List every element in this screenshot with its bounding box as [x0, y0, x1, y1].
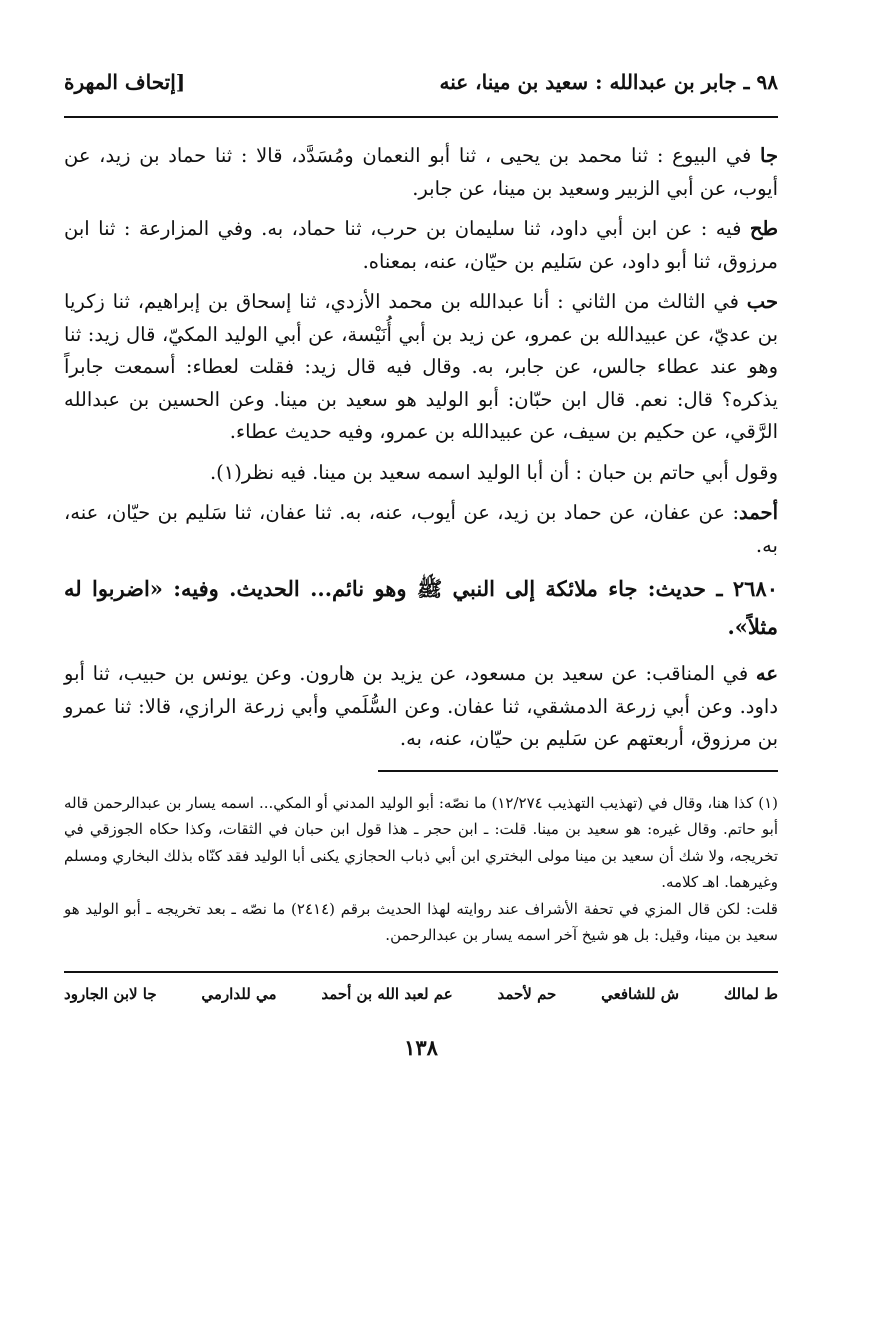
header-chapter-title: ٩٨ ـ جابر بن عبدالله : سعيد بن مينا، عنه: [439, 70, 778, 94]
paragraph-text: في المناقب: عن سعيد بن مسعود، عن يزيد بن هارون. وعن يونس بن حبيب، ثنا أبو داود. وعن أبي زرعة الدمشقي، ثنا عفان. وعن السُّلَمي وأبي زرعة الرازي، قالا: ثنا عمرو بن مرزوق، أربعتهم عن سَليم بن حيّان، عنه، به.: [64, 662, 778, 750]
paragraph-ahmad: [64, 497, 778, 562]
paragraph-text: فيه : عن ابن أبي داود، ثنا سليمان بن حرب، ثنا حماد، به. وفي المزارعة : ثنا ابن مرزوق، ثنا أبو داود، عن سَليم بن حيّان، عنه، بمعناه.: [64, 217, 778, 273]
abbreviation-legend: [64, 973, 778, 1003]
footnote-1-continuation: قلت: لكن قال المزي في تحفة الأشراف عند روايته لهذا الحديث برقم (٢٤١٤) ما نصّه ـ بعد تخريجه ـ أبو الوليد هو سعيد بن مينا، وقيل: بل هو شيخ آخر اسمه يسار بن عبدالرحمن.: [64, 899, 778, 944]
page-number: ١٣٨: [404, 1034, 438, 1060]
paragraph-text: وقول أبي حاتم بن حبان : أن أبا الوليد اسمه سعيد بن مينا. فيه نظر(١).: [209, 460, 778, 484]
legend-item: مي للدارمي: [201, 984, 277, 1003]
hadith-number: ٢٦٨٠: [732, 576, 778, 601]
hadith-entry: [64, 570, 778, 646]
legend-item: حم لأحمد: [497, 984, 557, 1003]
paragraph-abu-hatim: [64, 457, 778, 490]
footnote-1: (١) كذا هنا، وقال في (تهذيب التهذيب ١٢/٢٧٤) ما نصّه: أبو الوليد المدني أو المكي... اسمه يسار بن عبدالرحمن قاله أبو حاتم. وقال غيره: هو سعيد بن مينا. قلت: ـ ابن حجر ـ هذا قول ابن حبان في الثقات، وكذا حكاه الجوزقي في تخريجه، ولا شك أن سعيد بن مينا مولى البختري ابن أبي ذباب الحجازي يكنى أبا الوليد فقد كنّاه بذلك البخاري ومسلم وغيرهما. اهـ كلامه.: [64, 793, 778, 891]
legend-item: جا لابن الجارود: [64, 984, 157, 1003]
header-rule: [64, 116, 778, 118]
siglum: عه: [755, 662, 778, 685]
legend-item: عم لعبد الله بن أحمد: [321, 984, 453, 1003]
siglum: طح: [749, 217, 778, 240]
siglum: أحمد: [739, 501, 778, 524]
legend-item: ط لمالك: [723, 984, 778, 1003]
paragraph-text: في البيوع : ثنا محمد بن يحيى ، ثنا أبو النعمان ومُسَدَّد، قالا : ثنا حماد بن زيد، عن أيوب، عن أبي الزبير وسعيد بن مينا، عن جابر.: [64, 144, 778, 200]
footnote-rule: [378, 770, 778, 772]
footnotes: [64, 790, 778, 949]
hadith-text: ـ حديث: جاء ملائكة إلى النبي ﷺ وهو نائم... الحديث. وفيه: «اضربوا له مثلاً».: [64, 576, 778, 639]
paragraph-text: في الثالث من الثاني : أنا عبدالله بن محمد الأزدي، ثنا إسحاق بن إبراهيم، ثنا زكريا بن عديّ، عن عبيدالله بن عمرو، عن زيد بن أبي أُنَيْسة، عن أبي الوليد المكيّ، قال زيد: ثنا وهو عند عطاء جالس، عن جابر، به. وقال فيه قال زيد: فقلت لعطاء: أسمعت جابراً يذكره؟ قال: نعم. قال ابن حبّان: أبو الوليد هو سعيد بن مينا. وعن الحسين بن عبدالله الرَّقي، عن حكيم بن سيف، عن عبيدالله بن عمرو، وفيه حديث عطاء.: [64, 290, 778, 443]
running-header: [64, 70, 778, 116]
paragraph-tah: [64, 213, 778, 278]
legend-item: ش للشافعي: [601, 984, 680, 1003]
document-page: [64, 70, 778, 1060]
paragraph-ja: [64, 140, 778, 205]
paragraph-ah: [64, 658, 778, 756]
paragraph-text: : عن عفان، عن حماد بن زيد، عن أيوب، عنه، به. ثنا عفان، ثنا سَليم بن حيّان، عنه، به.: [64, 501, 778, 557]
siglum: حب: [746, 290, 778, 313]
siglum: جا: [760, 144, 779, 167]
paragraph-hib: [64, 286, 778, 449]
header-book-title: [إتحاف المهرة: [64, 70, 186, 94]
